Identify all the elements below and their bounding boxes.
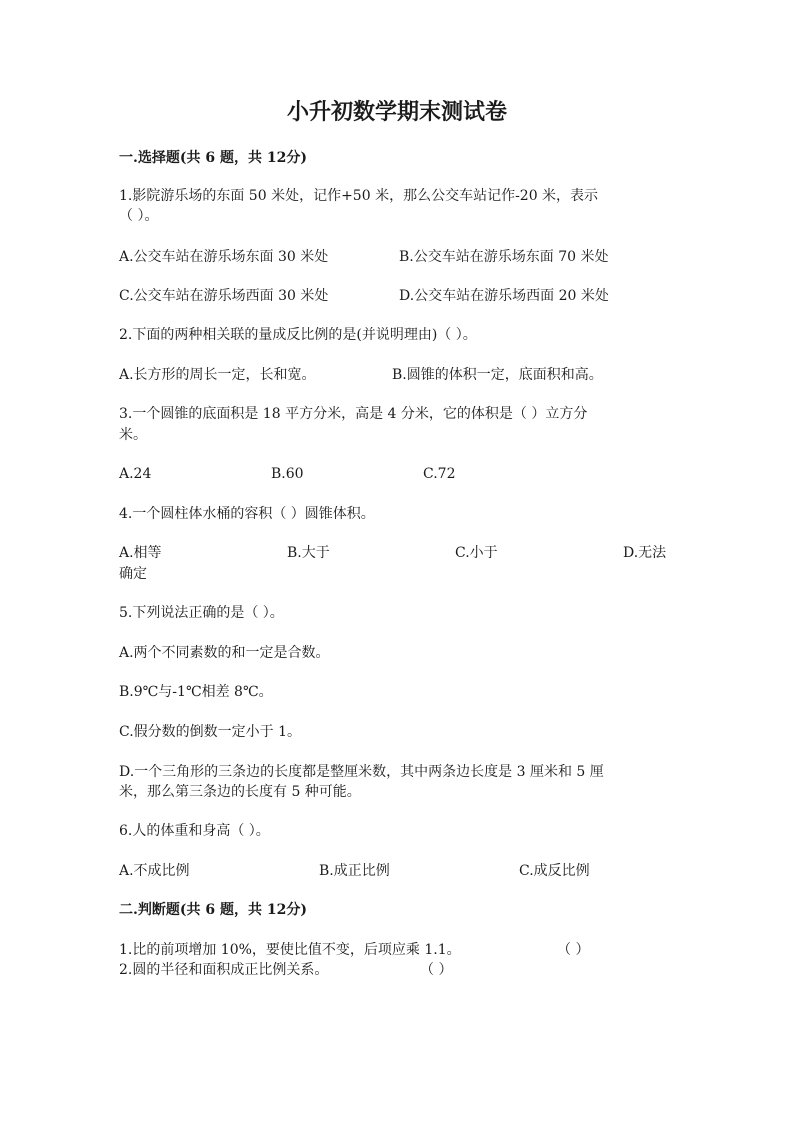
page-title: 小升初数学期末测试卷 (286, 99, 507, 125)
question-3-text-wrap: 米。 (119, 427, 147, 443)
question-5-option-d: D.一个三角形的三条边的长度都是整厘米数，其中两条边长度是 3 厘米和 5 厘 (119, 764, 604, 780)
question-4-text: 4.一个圆柱体水桶的容积（ ）圆锥体积。 (119, 506, 375, 522)
question-6-option-a: A.不成比例 (119, 863, 190, 879)
judgement-2-text: 2.圆的半径和面积成正比例关系。 (119, 962, 329, 978)
judgement-1-text: 1.比的前项增加 10%，要使比值不变，后项应乘 1.1。 (119, 942, 461, 958)
question-5-option-a: A.两个不同素数的和一定是合数。 (119, 645, 330, 661)
question-6-text: 6.人的体重和身高（ ）。 (119, 823, 270, 839)
question-5-text: 5.下列说法正确的是（ ）。 (119, 605, 284, 621)
judgement-1-bracket: （ ） (557, 942, 590, 958)
question-1-blank: （ ）。 (119, 208, 159, 224)
section-heading-choice: 一.选择题(共 6 题，共 12分) (119, 150, 307, 166)
section-heading-judgement: 二.判断题(共 6 题，共 12分) (119, 902, 307, 918)
judgement-2-bracket: （ ） (420, 962, 453, 978)
question-4-option-d: D.无法 (623, 545, 667, 561)
question-2-option-a: A.长方形的周长一定，长和宽。 (119, 367, 316, 383)
question-2-option-b: B.圆锥的体积一定，底面积和高。 (392, 367, 603, 383)
question-3-text: 3.一个圆锥的底面积是 18 平方分米，高是 4 分米，它的体积是（ ）立方分 (119, 406, 588, 422)
question-3-option-a: A.24 (119, 466, 152, 482)
question-2-text: 2.下面的两种相关联的量成反比例的是(并说明理由)（ ）。 (119, 327, 477, 343)
question-1-text: 1.影院游乐场的东面 50 米处，记作+50 米，那么公交车站记作-20 米，表示 (119, 188, 599, 204)
question-4-option-b: B.大于 (287, 545, 330, 561)
question-1-option-c: C.公交车站在游乐场西面 30 米处 (119, 288, 329, 304)
question-3-option-b: B.60 (271, 466, 304, 482)
question-5-option-c: C.假分数的倒数一定小于 1。 (119, 724, 302, 740)
question-5-option-d-wrap: 米，那么第三条边的长度有 5 种可能。 (119, 784, 361, 800)
question-6-option-b: B.成正比例 (319, 863, 390, 879)
question-4-option-a: A.相等 (119, 545, 162, 561)
question-4-option-d-wrap: 确定 (119, 566, 147, 582)
question-3-option-c: C.72 (423, 466, 456, 482)
question-1-option-d: D.公交车站在游乐场西面 20 米处 (399, 288, 609, 304)
question-5-option-b: B.9℃与-1℃相差 8℃。 (119, 684, 273, 700)
question-4-option-c: C.小于 (455, 545, 498, 561)
question-1-option-a: A.公交车站在游乐场东面 30 米处 (119, 249, 329, 265)
question-1-option-b: B.公交车站在游乐场东面 70 米处 (399, 249, 609, 265)
question-6-option-c: C.成反比例 (519, 863, 590, 879)
